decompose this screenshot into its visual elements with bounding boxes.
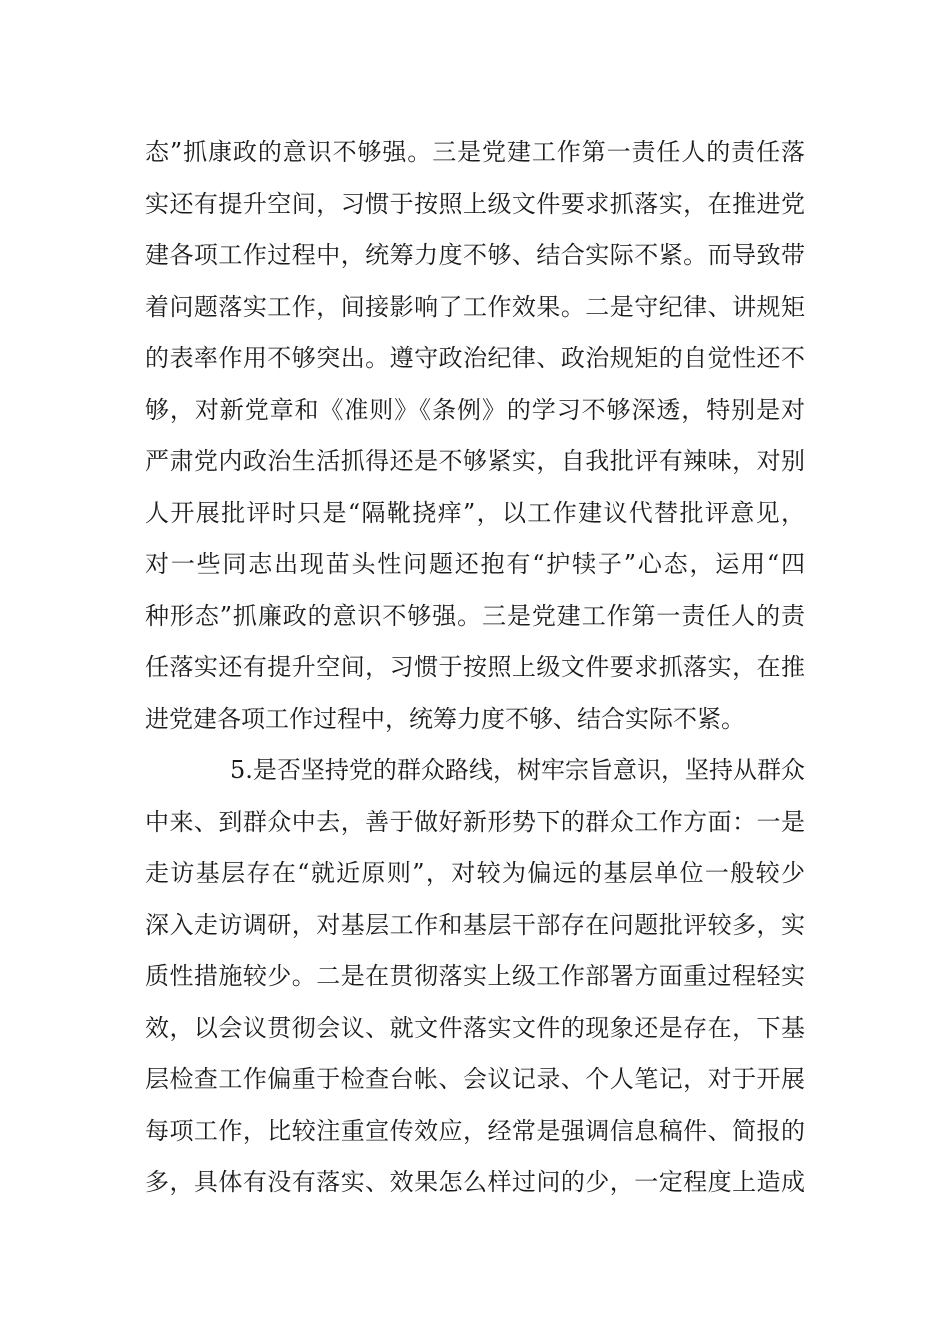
document-body bbox=[145, 127, 805, 1209]
text-line: 质性措施较少。二是在贯彻落实上级工作部署方面重过程轻实 bbox=[145, 962, 805, 990]
text-line: 进党建各项工作过程中，统筹力度不够、结合实际不紧。 bbox=[145, 704, 745, 733]
paragraph-1 bbox=[145, 127, 805, 745]
text-line: 实还有提升空间，习惯于按照上级文件要求抓落实，在推进党 bbox=[145, 189, 805, 218]
text-line: 建各项工作过程中，统筹力度不够、结合实际不紧。而导致带 bbox=[145, 241, 805, 269]
paragraph-2 bbox=[145, 745, 805, 1209]
text-line: 种形态”抓廉政的意识不够强。三是党建工作第一责任人的责 bbox=[145, 601, 805, 630]
text-line: 的表率作用不够突出。遵守政治纪律、政治规矩的自觉性还不 bbox=[145, 344, 805, 372]
text-line: 人开展批评时只是“隔靴挠痒”，以工作建议代替批评意见， bbox=[145, 498, 805, 527]
text-line: 层检查工作偏重于检查台帐、会议记录、个人笔记，对于开展 bbox=[145, 1065, 805, 1093]
text-line: 任落实还有提升空间，习惯于按照上级文件要求抓落实，在推 bbox=[145, 653, 805, 681]
text-line: 多，具体有没有落实、效果怎么样过问的少，一定程度上造成 bbox=[145, 1168, 805, 1196]
text-line: 深入走访调研，对基层工作和基层干部存在问题批评较多，实 bbox=[145, 910, 805, 939]
text-line: 对一些同志出现苗头性问题还抱有“护犊子”心态，运用“四 bbox=[145, 550, 805, 578]
text-line: 严肃党内政治生活抓得还是不够紧实，自我批评有辣味，对别 bbox=[145, 447, 805, 475]
text-line: 每项工作，比较注重宣传效应，经常是强调信息稿件、简报的 bbox=[145, 1116, 805, 1145]
text-line: 态”抓康政的意识不够强。三是党建工作第一责任人的责任落 bbox=[145, 138, 805, 166]
text-line: 效，以会议贯彻会议、就文件落实文件的现象还是存在，下基 bbox=[145, 1013, 805, 1042]
text-line: 5.是否坚持党的群众路线，树牢宗旨意识，坚持从群众 bbox=[230, 756, 805, 784]
text-line: 着问题落实工作，间接影响了工作效果。二是守纪律、讲规矩 bbox=[145, 292, 805, 321]
text-line: 中来、到群众中去，善于做好新形势下的群众工作方面：一是 bbox=[145, 807, 805, 836]
text-line: 走访基层存在“就近原则”，对较为偏远的基层单位一般较少 bbox=[145, 859, 805, 887]
text-line: 够，对新党章和《准则》《条例》的学习不够深透，特别是对 bbox=[145, 395, 805, 424]
